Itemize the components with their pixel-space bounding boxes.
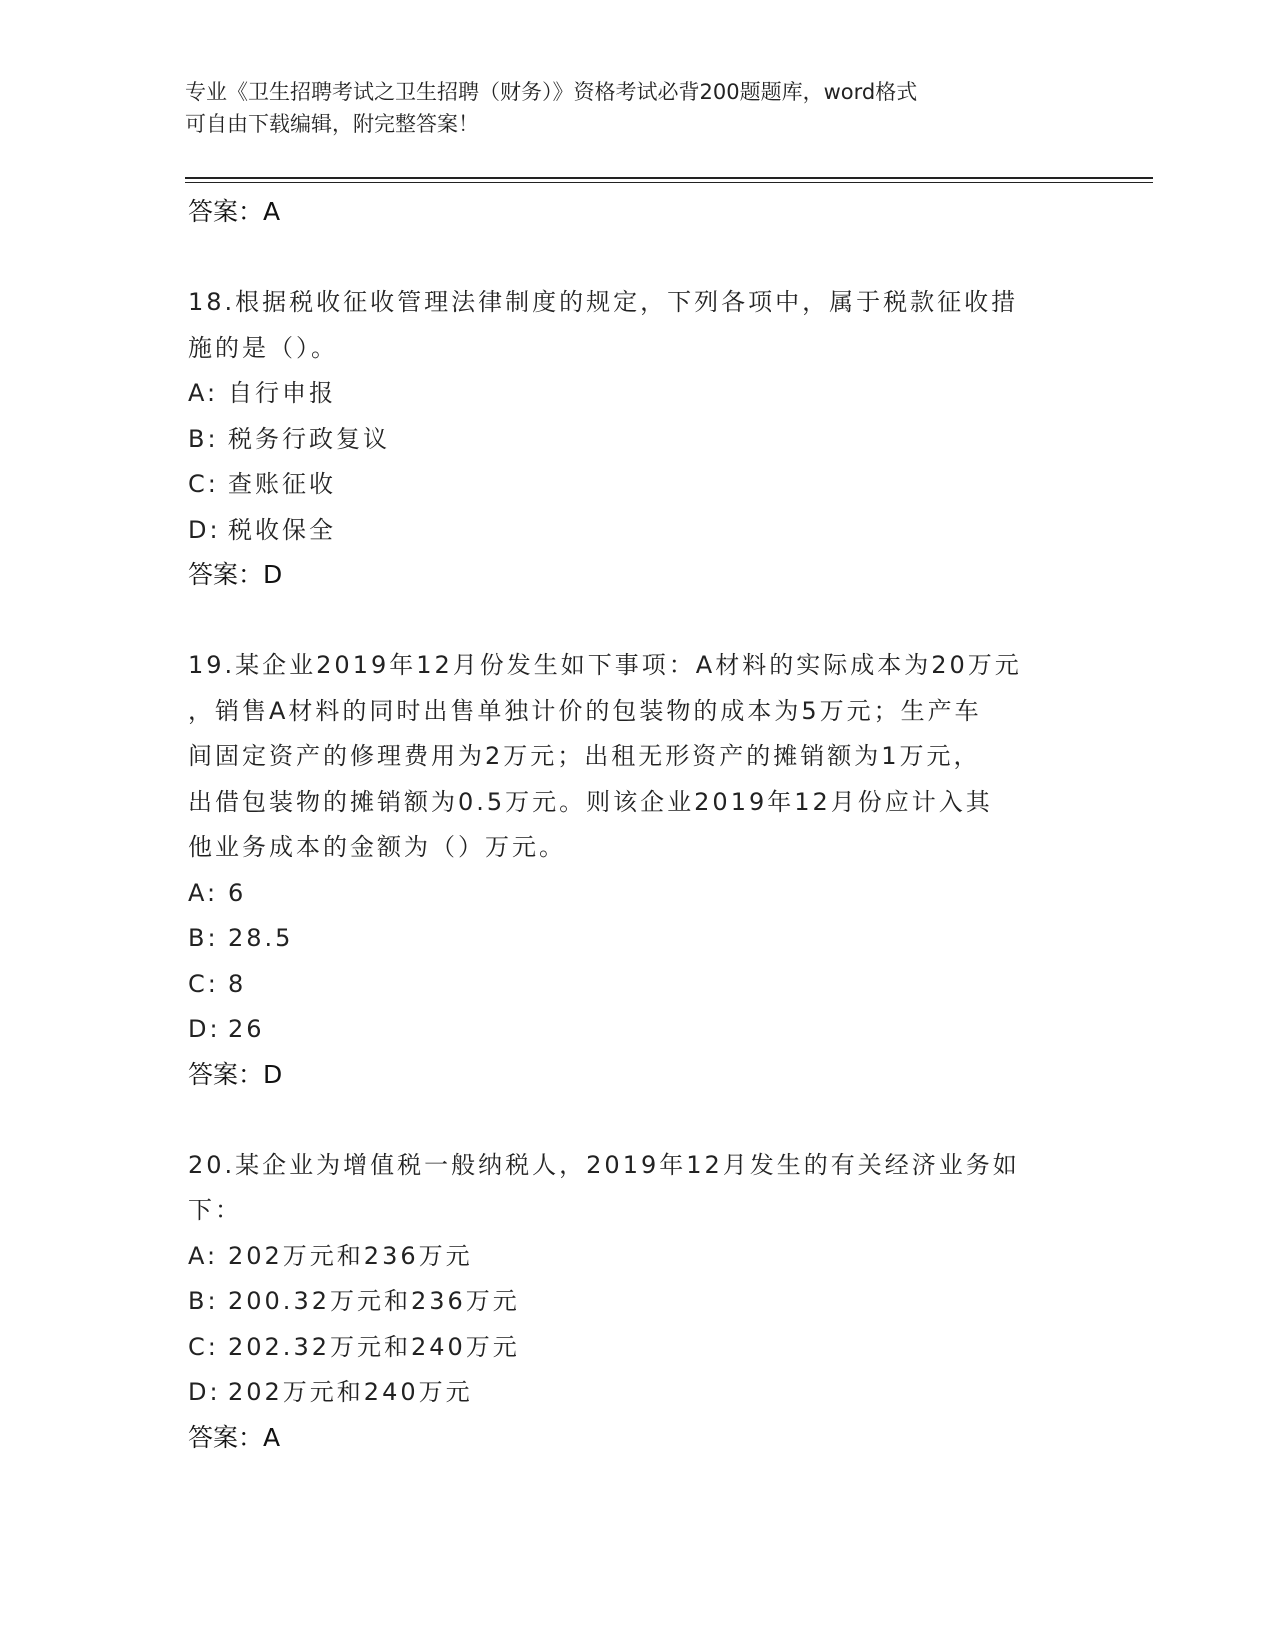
- document-header: [185, 76, 1065, 140]
- option-key: C:: [188, 470, 219, 498]
- option-text: 202.32万元和240万元: [228, 1332, 520, 1361]
- stem-line: ，销售A材料的同时出售单独计价的包装物的成本为5万元；生产车: [188, 696, 982, 725]
- question-stem: [188, 280, 1088, 371]
- question-list: [188, 190, 1088, 1460]
- option-text: 6: [228, 878, 247, 907]
- stem-line: 下：: [188, 1196, 242, 1224]
- answer-line: 答案：A: [188, 1422, 281, 1452]
- option-a: [188, 1234, 1088, 1280]
- option-key: B:: [188, 424, 219, 453]
- option-key: C:: [188, 969, 219, 998]
- option-b: [188, 916, 1088, 962]
- option-d: [188, 1370, 1088, 1416]
- header-divider-thin: [185, 182, 1153, 183]
- option-key: D:: [188, 515, 221, 544]
- option-a: [188, 871, 1088, 917]
- header-divider-thick: [185, 177, 1153, 179]
- option-key: A:: [188, 1241, 219, 1270]
- question-18: [188, 280, 1088, 597]
- option-d: [188, 1007, 1088, 1053]
- question-stem: [188, 643, 1088, 871]
- option-key: A:: [188, 379, 219, 407]
- option-key: B:: [188, 924, 219, 952]
- stem-line: 施的是（）。: [188, 333, 338, 362]
- option-d: [188, 508, 1088, 554]
- header-title-line-2: 可自由下载编辑，附完整答案！: [185, 112, 479, 136]
- stem-line: 他业务成本的金额为（）万元。: [188, 833, 566, 861]
- option-text: 查账征收: [228, 470, 336, 498]
- option-key: D:: [188, 1378, 221, 1406]
- option-text: 税收保全: [228, 515, 336, 544]
- option-text: 自行申报: [228, 379, 336, 407]
- answer-line: 答案：D: [188, 1059, 283, 1089]
- question-20: [188, 1143, 1088, 1460]
- option-text: 200.32万元和236万元: [228, 1287, 520, 1315]
- option-key: D:: [188, 1015, 221, 1043]
- option-b: [188, 1279, 1088, 1325]
- option-c: [188, 462, 1088, 508]
- stem-line: 间固定资产的修理费用为2万元；出租无形资产的摊销额为1万元，: [188, 742, 981, 770]
- stem-line: 18.根据税收征收管理法律制度的规定，下列各项中，属于税款征收措: [188, 288, 1019, 316]
- stem-line: 出借包装物的摊销额为0.5万元。则该企业2019年12月份应计入其: [188, 787, 993, 816]
- option-text: 8: [228, 969, 247, 998]
- option-key: B:: [188, 1287, 219, 1315]
- option-key: A:: [188, 878, 219, 907]
- option-a: [188, 371, 1088, 417]
- question-stem: [188, 1143, 1088, 1234]
- option-c: [188, 962, 1088, 1008]
- option-text: 202万元和240万元: [228, 1378, 473, 1406]
- question-19: [188, 643, 1088, 1097]
- option-text: 28.5: [228, 924, 294, 952]
- option-key: C:: [188, 1332, 219, 1361]
- option-b: [188, 417, 1088, 463]
- option-text: 26: [228, 1015, 265, 1043]
- previous-answer: 答案：A: [188, 197, 281, 226]
- option-text: 202万元和236万元: [228, 1241, 473, 1270]
- header-title-line-1: 专业《卫生招聘考试之卫生招聘（财务）》资格考试必背200题题库，word格式: [185, 80, 918, 104]
- option-text: 税务行政复议: [228, 424, 390, 453]
- stem-line: 20.某企业为增值税一般纳税人，2019年12月发生的有关经济业务如: [188, 1150, 1020, 1179]
- answer-line: 答案：D: [188, 560, 283, 589]
- option-c: [188, 1325, 1088, 1371]
- stem-line: 19.某企业2019年12月份发生如下事项：A材料的实际成本为20万元: [188, 651, 1022, 679]
